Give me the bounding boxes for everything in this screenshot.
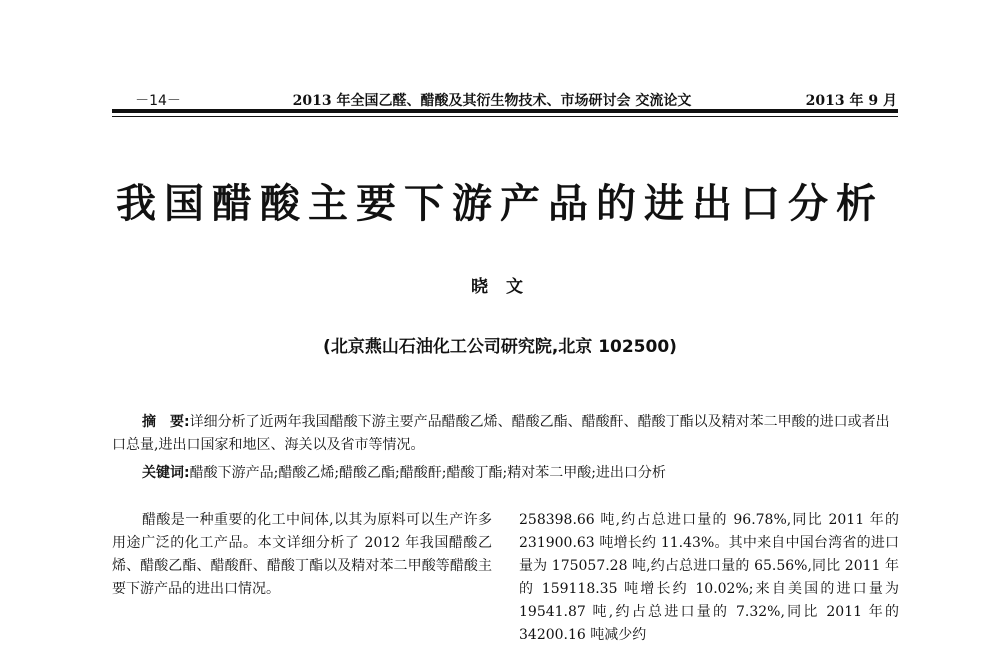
article-author: 晓 文 [471, 277, 529, 297]
header-rule-thin [112, 116, 898, 117]
intro-paragraph: 醋酸是一种重要的化工中间体,以其为原料可以生产许多用途广泛的化工产品。本文详细分析了 2012 年我国醋酸乙烯、醋酸乙酯、醋酸酐、醋酸丁酯以及精对苯二甲酸等醋酸主要下游产品的进出口情况。 [112, 512, 492, 597]
page-number: －14－ [135, 93, 181, 109]
import-paragraph: 258398.66 吨,约占总进口量的 96.78%,同比 2011 年的 231900.63 吨增长约 11.43%。其中来自中国台湾省的进口量为 175057.28 吨,约占总进口量的 65.56%,同比 2011 年的 159118.35 吨增长约 10.02%;来自美国的进口量为 19541.87 吨,约占总进口量的 7.32%,同比 2011 年的 34200.16 吨减少约 [519, 512, 899, 643]
abstract-label: 摘 要: [142, 414, 190, 430]
keywords-text: 醋酸下游产品;醋酸乙烯;醋酸乙酯;醋酸酐;醋酸丁酯;精对苯二甲酸;进出口分析 [189, 465, 666, 481]
keywords-label: 关键词: [142, 465, 190, 481]
body-column-left [112, 509, 492, 601]
body-column-right [519, 509, 899, 647]
author-affiliation: (北京燕山石油化工公司研究院,北京 102500) [323, 337, 677, 357]
abstract-text: 详细分析了近两年我国醋酸下游主要产品醋酸乙烯、醋酸乙酯、醋酸酐、醋酸丁酯以及精对苯二甲酸的进口或者出口总量,进出口国家和地区、海关以及省市等情况。 [112, 414, 890, 453]
article-title: 我国醋酸主要下游产品的进出口分析 [116, 180, 884, 227]
abstract [112, 411, 898, 457]
issue-date: 2013 年 9 月 [805, 93, 897, 109]
header-rule-thick [112, 109, 898, 113]
keywords [142, 462, 898, 485]
conference-name: 2013 年全国乙醛、醋酸及其衍生物技术、市场研讨会 交流论文 [292, 93, 692, 109]
